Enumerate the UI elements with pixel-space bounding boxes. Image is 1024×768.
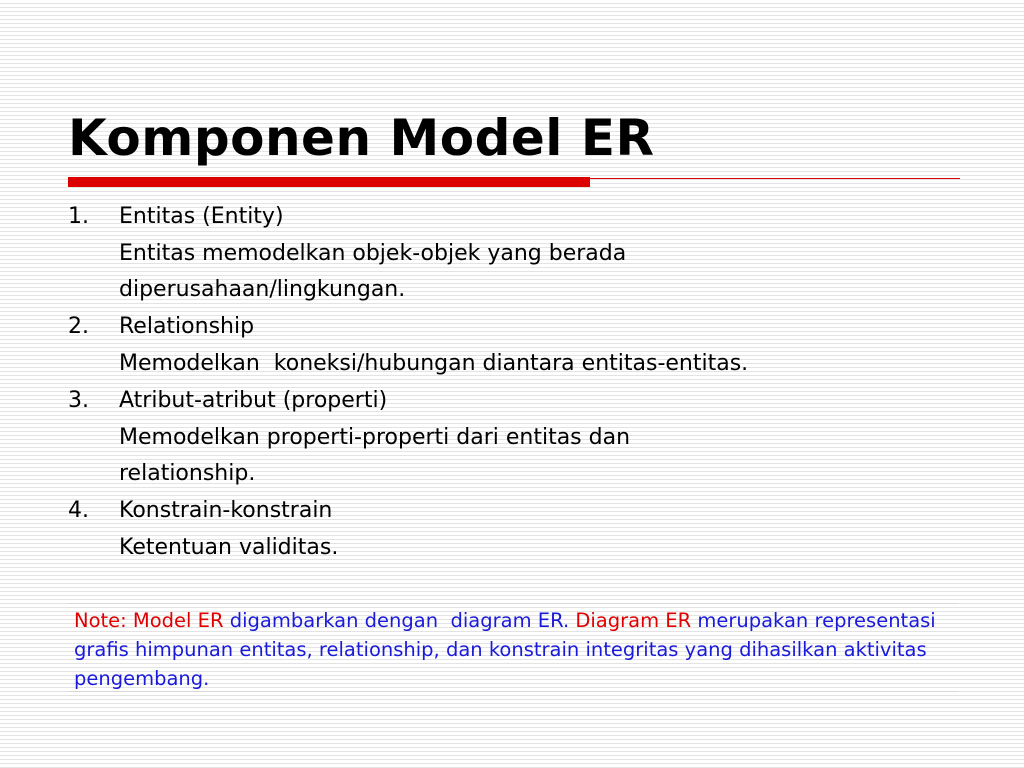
item-label: Entitas (Entity): [119, 204, 284, 229]
list-item: [68, 308, 968, 382]
item-number: 2.: [68, 314, 89, 339]
note-part-blue-1: digambarkan dengan diagram ER.: [223, 609, 570, 632]
item-description: Ketentuan validitas.: [119, 535, 339, 560]
note-text: [74, 606, 954, 693]
list-item: [68, 492, 968, 566]
item-label: Atribut-atribut (properti): [119, 388, 388, 413]
item-number: 3.: [68, 388, 89, 413]
title-underline-thin: [590, 178, 960, 179]
item-label: Konstrain-konstrain: [119, 498, 333, 523]
note-divider-top: [68, 603, 958, 604]
item-description: Memodelkan koneksi/hubungan diantara entitas-entitas.: [119, 351, 749, 376]
note-part-red-2: Diagram ER: [569, 609, 692, 632]
title-underline-thick: [68, 177, 590, 187]
list-item: [68, 198, 968, 308]
note-part-blue-2: merupakan representasi grafis himpunan entitas, relationship, dan konstrain integritas yang dihasilkan aktivitas pengembang.: [74, 609, 936, 690]
item-label: Relationship: [119, 314, 255, 339]
note-part-red-1: Note: Model ER: [74, 609, 224, 632]
slide-title: Komponen Model ER: [68, 109, 655, 167]
item-description: Memodelkan properti-properti dari entitas dan relationship.: [119, 425, 631, 486]
item-number: 4.: [68, 498, 89, 523]
list-item: [68, 382, 968, 492]
item-description: Entitas memodelkan objek-objek yang berada diperusahaan/lingkungan.: [119, 241, 627, 302]
component-list: [68, 198, 968, 566]
item-number: 1.: [68, 204, 89, 229]
note-divider-bottom: [68, 691, 958, 692]
